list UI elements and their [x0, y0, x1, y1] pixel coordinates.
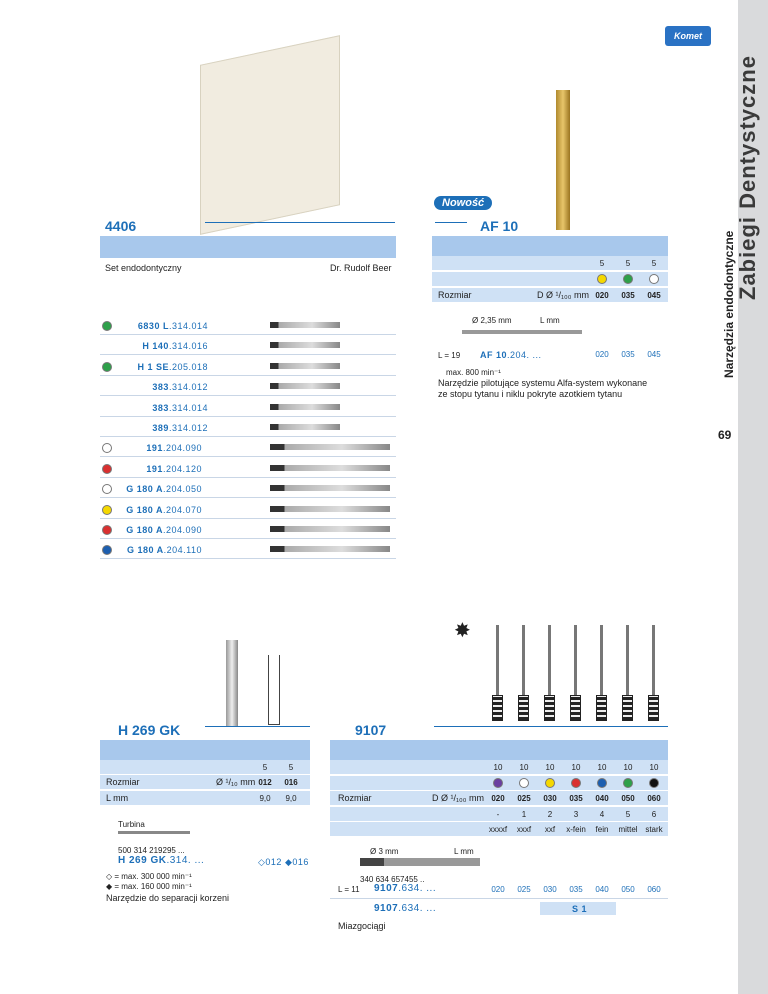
instrument-code [118, 403, 208, 413]
order-code-rest: .314. ... [166, 855, 205, 866]
size-value: 040 [595, 794, 609, 803]
color-code-dot [623, 274, 633, 284]
color-code-dot [597, 274, 607, 284]
instrument-code [112, 443, 202, 453]
pack-count: 10 [493, 763, 503, 772]
code-bold: 6830 L [137, 321, 169, 331]
length-row-band [100, 791, 310, 805]
row-divider [100, 354, 396, 355]
broach-image [652, 625, 655, 695]
row-divider [100, 436, 396, 437]
order-code-bold: AF 10 [480, 350, 508, 360]
grade-value: 2 [547, 810, 553, 819]
order-size: 060 [647, 885, 661, 894]
size-unit: Ø ¹/₁₀ mm [216, 777, 256, 787]
grade-value: - [496, 810, 500, 819]
pack-count: 10 [519, 763, 529, 772]
instrument-drawing [270, 342, 340, 348]
size-unit: D Ø ¹/₁₀₀ mm [432, 793, 485, 803]
size-label: Rozmiar [438, 290, 472, 300]
sidebar-subtitle: Narzędzia endodontyczne [722, 230, 736, 378]
broach-image [548, 625, 551, 695]
color-code-dot [545, 778, 555, 788]
instrument-code [118, 341, 208, 351]
instrument-drawing [270, 526, 390, 532]
length-label: L mm [540, 316, 560, 325]
color-code-dot [102, 484, 112, 494]
h269-description: Narzędzie do separacji korzeni [106, 893, 230, 903]
heading-rule [205, 222, 395, 223]
order-size: 025 [517, 885, 531, 894]
fineness-value: mittel [618, 825, 638, 834]
code-bold: 191 [146, 443, 163, 454]
pack-count: 10 [623, 763, 633, 772]
9107-order-code-1 [374, 883, 436, 894]
product-code-h269gk: H 269 GK [118, 722, 181, 738]
speed-label: max. 800 min⁻¹ [446, 368, 501, 377]
instrument-drawing [270, 444, 390, 450]
order-code-rest: .204. ... [507, 350, 542, 360]
order-size: 020 [491, 885, 505, 894]
code-bold: H 1 SE [137, 361, 169, 372]
code-bold: G 180 A [126, 484, 163, 495]
size-value: 030 [543, 794, 557, 803]
pack-count: 10 [597, 763, 607, 772]
size-value: 012 [258, 778, 272, 787]
order-code-rest: .634. ... [398, 883, 437, 894]
fineness-value: x-fein [566, 825, 586, 834]
shank-diameter: Ø 3 mm [370, 847, 399, 856]
order-size: 045 [647, 350, 661, 359]
h269-bur-image [226, 640, 238, 726]
row-divider [100, 395, 396, 396]
order-size: 020 [595, 350, 609, 359]
size-value: 060 [647, 794, 661, 803]
size-value: 020 [595, 291, 609, 300]
fineness-value: xxxxf [488, 825, 508, 834]
code-rest: .314.012 [168, 423, 208, 433]
order-code-bold: 9107 [374, 883, 399, 894]
shank-diameter: Ø 2,35 mm [472, 316, 512, 325]
h269-order-code [118, 855, 204, 866]
product-code-9107: 9107 [355, 722, 387, 738]
brand-logo-text: Komet [673, 31, 702, 41]
code-rest: .204.050 [162, 484, 202, 495]
code-bold: 383 [152, 382, 169, 393]
pack-count: 5 [262, 763, 268, 772]
order-code-bold: H 269 GK [118, 855, 167, 866]
order-size: 035 [621, 350, 635, 359]
color-code-dot [493, 778, 503, 788]
fineness-value: stark [645, 825, 663, 834]
broach-handle [648, 695, 659, 721]
grade-value: 5 [625, 810, 631, 819]
code-rest: .204.110 [163, 545, 202, 556]
code-rest: .314.012 [168, 382, 208, 393]
code-rest: .205.018 [168, 361, 208, 372]
instrument-drawing [270, 485, 390, 491]
pack-count: 5 [651, 259, 657, 268]
broach-handle [622, 695, 633, 721]
grade-value: 3 [573, 810, 579, 819]
color-code-dot [102, 464, 112, 474]
order-size: 035 [569, 885, 583, 894]
broach-handle [570, 695, 581, 721]
instrument-drawing [270, 465, 390, 471]
product-code-af10: AF 10 [480, 218, 519, 234]
length-value: 9,0 [285, 794, 297, 803]
broach-drawing [360, 858, 480, 866]
star-icon: ✸ [454, 620, 471, 642]
header-band-af10 [432, 236, 668, 258]
row-divider [100, 538, 396, 539]
length-value: 9,0 [259, 794, 271, 803]
code-rest: .314.014 [168, 402, 208, 413]
instrument-drawing [270, 424, 340, 430]
length-value: L = 11 [338, 885, 360, 894]
speed-legend-2: ◆ = max. 160 000 min⁻¹ [106, 882, 192, 891]
length-label: L mm [106, 793, 129, 803]
grade-value: 1 [521, 810, 527, 819]
new-badge-text: Nowość [442, 197, 485, 209]
instrument-drawing [270, 363, 340, 369]
turbine-bur-drawing [118, 831, 190, 834]
h269-bur-outline [268, 655, 280, 725]
color-code-dot [649, 778, 659, 788]
af10-file-image [556, 90, 570, 230]
new-badge [434, 196, 492, 210]
instrument-drawing [270, 404, 340, 410]
row-divider [100, 456, 396, 457]
af10-description-1: Narzędzie pilotujące systemu Alfa-system wykonane [438, 378, 648, 388]
broach-image [574, 625, 577, 695]
broach-handle [596, 695, 607, 721]
header-band-9107 [330, 740, 668, 762]
color-code-dot [571, 778, 581, 788]
size-unit: D Ø ¹/₁₀₀ mm [537, 290, 590, 300]
speed-legend-1: ◇ = max. 300 000 min⁻¹ [106, 872, 192, 881]
row-divider [100, 497, 396, 498]
pack-count: 5 [599, 259, 605, 268]
fineness-value: xxf [544, 825, 556, 834]
row-divider [100, 558, 396, 559]
order-size: 030 [543, 885, 557, 894]
9107-description: Miazgociągi [338, 921, 386, 931]
af10-order-code [480, 350, 542, 360]
code-bold: G 180 A [126, 545, 164, 556]
size-value: 035 [621, 291, 635, 300]
heading-rule [435, 222, 467, 223]
order-code-rest: .634. ... [398, 903, 437, 914]
size-value: 045 [647, 291, 661, 300]
color-code-dot [623, 778, 633, 788]
instrument-drawing [270, 506, 390, 512]
fineness-value: xxxf [516, 825, 532, 834]
row-divider [100, 416, 396, 417]
broach-image [600, 625, 603, 695]
code-bold: 191 [146, 463, 163, 474]
instrument-drawing [270, 322, 340, 328]
instrument-code [118, 382, 208, 392]
af10-description-2: ze stopu tytanu i niklu pokryte azotkiem tytanu [438, 389, 623, 399]
broach-image [522, 625, 525, 695]
brand-logo [665, 26, 711, 46]
length-value: L = 19 [438, 351, 461, 360]
pack-count: 5 [288, 763, 294, 772]
size-label: Rozmiar [338, 793, 372, 803]
color-code-dot [102, 443, 112, 453]
code-bold: 389 [152, 423, 169, 433]
instrument-code [112, 525, 202, 535]
product-code-4406: 4406 [105, 218, 137, 234]
instrument-drawing [270, 383, 340, 389]
page-number: 69 [718, 428, 732, 442]
header-band-h269 [100, 740, 310, 762]
size-value: 020 [491, 794, 505, 803]
code-rest: .204.120 [162, 463, 202, 474]
row-divider [100, 334, 396, 335]
broach-image [626, 625, 629, 695]
pack-row-band [100, 760, 310, 774]
color-code-dot [102, 545, 112, 555]
9107-order-code-2 [374, 903, 436, 914]
sidebar-title: Zabiegi Dentystyczne [735, 55, 760, 300]
code-rest: .204.090 [162, 525, 202, 535]
row-divider [100, 477, 396, 478]
broach-handle [492, 695, 503, 721]
instrument-code [112, 464, 202, 474]
size-value: 016 [284, 778, 298, 787]
color-code-dot [649, 274, 659, 284]
grade-value: 6 [651, 810, 657, 819]
grade-value: 4 [599, 810, 605, 819]
code-rest: .204.090 [162, 443, 202, 454]
size-value: 025 [517, 794, 531, 803]
handpiece-label: Turbina [118, 820, 145, 829]
instrument-code [118, 423, 208, 433]
instrument-code [118, 321, 208, 331]
row-divider [100, 375, 396, 376]
header-band-4406 [100, 236, 396, 258]
broach-handle [544, 695, 555, 721]
size-label: Rozmiar [106, 777, 140, 787]
code-rest: .314.014 [168, 321, 208, 331]
color-code-dot [597, 778, 607, 788]
code-bold: G 180 A [126, 504, 163, 515]
size-value: 035 [569, 794, 583, 803]
author-label: Dr. Rudolf Beer [330, 263, 392, 273]
broach-image [496, 625, 499, 695]
catalog-number: 340 634 657455 .. [360, 875, 425, 884]
size-value: 050 [621, 794, 635, 803]
broach-handle [518, 695, 529, 721]
h269-order-sizes: ◇012 ◆016 [258, 857, 309, 867]
color-code-dot [519, 778, 529, 788]
length-label: L mm [454, 847, 474, 856]
pack-count: 10 [649, 763, 659, 772]
row-divider [100, 518, 396, 519]
code-bold: H 140 [142, 341, 169, 352]
set-label: Set endodontyczny [105, 263, 182, 273]
color-code-dot [102, 525, 112, 535]
color-code-dot [102, 362, 112, 372]
code-rest: .204.070 [162, 504, 202, 515]
9107-order-size-2: S 1 [572, 904, 588, 914]
instrument-code [112, 484, 202, 494]
fineness-value: fein [595, 825, 609, 834]
color-code-dot [102, 321, 112, 331]
order-size: 040 [595, 885, 609, 894]
order-size: 050 [621, 885, 635, 894]
catalog-number: 500 314 219295 ... [118, 846, 185, 855]
code-bold: 383 [152, 402, 169, 413]
color-code-dot [102, 505, 112, 515]
instrument-code [112, 545, 202, 555]
pack-count: 10 [571, 763, 581, 772]
heading-rule [434, 726, 668, 727]
code-rest: .314.016 [168, 341, 208, 352]
instrument-code [112, 505, 202, 515]
row-divider [330, 898, 668, 899]
pack-count: 5 [625, 259, 631, 268]
instrument-drawing [270, 546, 390, 552]
pack-count: 10 [545, 763, 555, 772]
endodontic-kit-image [200, 35, 340, 235]
code-bold: G 180 A [126, 525, 163, 535]
heading-rule [205, 726, 310, 727]
order-code-bold: 9107 [374, 903, 399, 914]
instrument-code [118, 362, 208, 372]
af10-drawing [462, 330, 582, 334]
